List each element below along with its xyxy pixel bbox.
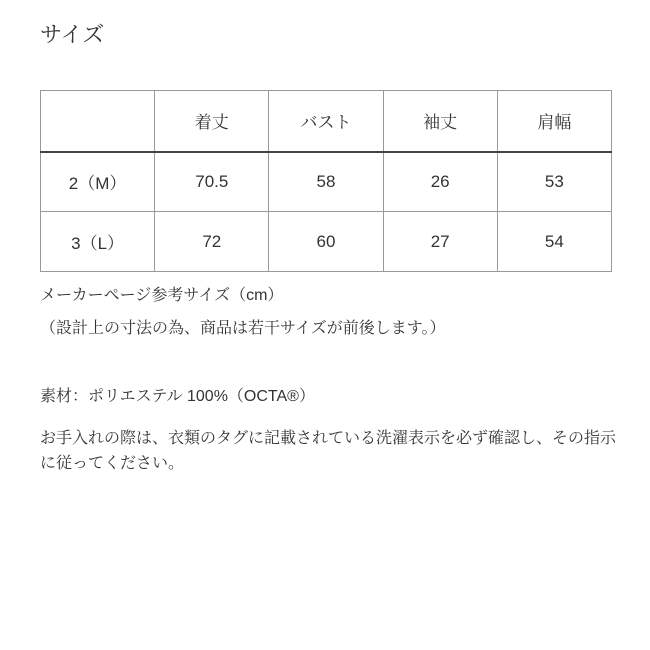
value-cell-bust: 60 [269, 212, 383, 272]
size-table [40, 90, 612, 272]
value-cell-bust: 58 [269, 152, 383, 212]
header-cell-bust: バスト [269, 91, 383, 152]
row-label-cell: 3（L） [41, 212, 155, 272]
header-cell-shoulder: 肩幅 [497, 91, 611, 152]
reference-size-note: メーカーページ参考サイズ（cm） [40, 287, 284, 304]
header-cell-sleeve: 袖丈 [383, 91, 497, 152]
header-cell-length: 着丈 [155, 91, 269, 152]
value-cell-length: 70.5 [155, 152, 269, 212]
value-cell-sleeve: 26 [383, 152, 497, 212]
care-instructions: お手入れの際は、衣類のタグに記載されている洗濯表示を必ず確認し、その指示に従ってください。 [40, 430, 617, 472]
material-info: 素材：ポリエステル 100%（OCTA®） [40, 388, 315, 405]
value-cell-length: 72 [155, 212, 269, 272]
value-cell-sleeve: 27 [383, 212, 497, 272]
value-cell-shoulder: 53 [497, 152, 611, 212]
tolerance-note: （設計上の寸法の為、商品は若干サイズが前後します。） [40, 320, 446, 337]
header-cell-blank [41, 91, 155, 152]
table-header-row [41, 91, 612, 152]
size-table-head [41, 91, 612, 152]
table-row-size-l [41, 212, 612, 272]
table-row-size-m [41, 152, 612, 212]
page-title: サイズ [40, 22, 105, 47]
value-cell-shoulder: 54 [497, 212, 611, 272]
size-table-body [41, 152, 612, 272]
row-label-cell: 2（M） [41, 152, 155, 212]
